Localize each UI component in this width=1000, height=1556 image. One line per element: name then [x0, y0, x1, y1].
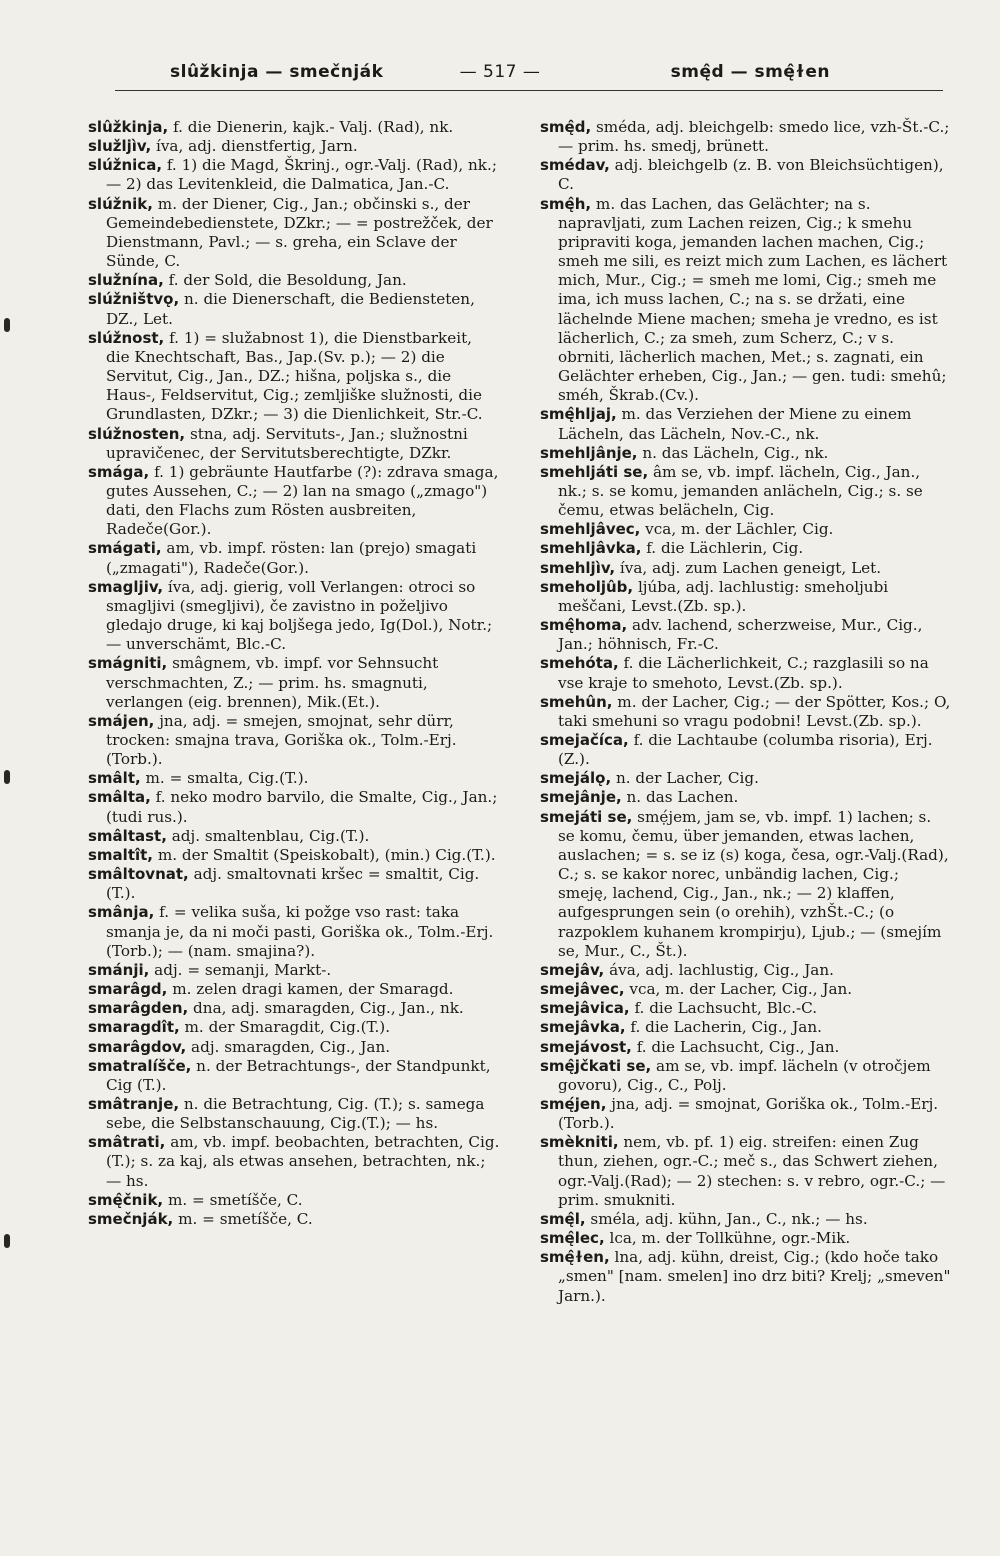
headword: smehljâvka, — [540, 539, 642, 558]
entry-definition: nem, vb. pf. 1) eig. streifen: einen Zug thun, ziehen, ogr.-C.; meč s., das Schwert ziehen, ogr.-Valj.(Rad); — 2) stechen: s. v rebro, ogr.-C.; — prim. smukniti. — [558, 1133, 946, 1209]
dictionary-entry — [88, 1038, 500, 1057]
dictionary-entry — [88, 539, 500, 577]
dictionary-entry — [540, 1095, 952, 1133]
dictionary-entry — [88, 1133, 500, 1190]
headword: smę̂ɫen, — [540, 1248, 610, 1267]
entry-definition: lna, adj. kühn, dreist, Cig.; (kdo hoče tako „smen" [nam. smelen] ino drz biti? Krelj; „smeven" Jarn.). — [558, 1248, 951, 1305]
headword: smaltît, — [88, 845, 154, 864]
dictionary-entry — [540, 156, 952, 194]
entry-definition: f. neko modro barvilo, die Smalte, Cig., Jan.; (tudi rus.). — [106, 788, 498, 826]
dictionary-entry — [540, 1133, 952, 1210]
dictionary-entry — [540, 616, 952, 654]
dictionary-entry — [540, 1229, 952, 1248]
entry-definition: am, vb. impf. beobachten, betrachten, Cig.(T.); s. za kaj, als etwas ansehen, betrachten, nk.; — hs. — [106, 1133, 500, 1190]
headword: smagljiv, — [88, 577, 164, 596]
headword: smâtrati, — [88, 1133, 166, 1152]
dictionary-entry — [540, 463, 952, 520]
entry-definition: sméla, adj. kühn, Jan., C., nk.; — hs. — [585, 1209, 868, 1228]
dictionary-entry — [540, 731, 952, 769]
entry-definition: ljúba, adj. lachlustig: smeholjubi meščani, Levst.(Zb. sp.). — [558, 577, 889, 615]
dictionary-entry — [88, 463, 500, 540]
dictionary-entry — [88, 156, 500, 194]
entry-definition: sméda, adj. bleichgelb: smedo lice, vzh-Št.-C.; — prim. hs. smedj, brünett. — [558, 118, 950, 156]
entry-definition: adj. = semanji, Markt-. — [149, 960, 332, 979]
headword: smágati, — [88, 539, 162, 558]
headword: smehljáti se, — [540, 462, 649, 481]
dictionary-entry — [540, 444, 952, 463]
entry-definition: f. die Lachsucht, Cig., Jan. — [631, 1037, 840, 1056]
headword: smejâvka, — [540, 1018, 626, 1037]
dictionary-entry — [88, 290, 500, 328]
entry-definition: f. die Dienerin, kajk.- Valj. (Rad), nk. — [168, 118, 454, 136]
headword: slúžništvǫ, — [88, 290, 180, 309]
dictionary-entry — [88, 329, 500, 425]
entry-definition: f. 1) die Magd, Škrinj., ogr.-Valj. (Rad), nk.; — 2) das Levitenkleid, die Dalmatica, Jan.-C. — [106, 156, 497, 194]
headword: slúžnica, — [88, 156, 163, 175]
headword: smę̂lec, — [540, 1229, 605, 1248]
entry-definition: dna, adj. smaragden, Cig., Jan., nk. — [188, 999, 464, 1018]
dictionary-entry — [88, 846, 500, 865]
margin-mark — [4, 318, 10, 332]
entry-definition: íva, adj. zum Lachen geneigt, Let. — [615, 558, 882, 577]
headword: smę̂čnik, — [88, 1190, 164, 1209]
entry-definition: n. das Lächeln, Cig., nk. — [637, 443, 829, 462]
dictionary-entry — [88, 1057, 500, 1095]
dictionary-entry — [540, 999, 952, 1018]
entry-definition: smẹ́jem, jam se, vb. impf. 1) lachen; s. se komu, čemu, über jemanden, etwas lachen, auslachen; = s. se iz (s) koga, česa, ogr.-Valj.(Rad), C.; s. se kakor norec, unbändig lachen, Cig.; smeję, lachend, Cig., Jan., nk.; — 2) klaffen, aufgesprungen sein (o orehih), vzhŠt.-C.; (o razpoklem kuhanem krompirju), Ljub.; — (smejím se, Mur., C., Št.). — [558, 807, 949, 960]
entry-definition: m. das Lachen, das Gelächter; na s. napravljati, zum Lachen reizen, Cig.; k smehu pripraviti koga, jemanden lachen machen, Cig.; smeh me sili, es reizt mich zum Lachen, es lächert mich, Mur., Cig.; = smeh me lomi, Cig.; smeh me ima, ich muss lachen, C.; na s. se držati, eine lächelnde Miene machen; smeha je vredno, es ist lächerlich, C.; za smeh, zum Scherz, C.; v s. obrniti, lächerlich machen, Met.; s. zagnati, ein Gelächter erheben, Cig., Jan.; — gen. tudi: smehû; sméh, Škrab.(Cv.). — [558, 194, 948, 405]
headword: smehljânje, — [540, 443, 638, 462]
right-column — [540, 118, 952, 1306]
entry-definition: n. die Betrachtung, Cig. (T.); s. samega sebe, die Selbstanschauung, Cig.(T.); — hs. — [106, 1094, 485, 1133]
dictionary-entry — [88, 999, 500, 1018]
dictionary-entry — [88, 1210, 500, 1229]
dictionary-entry — [540, 769, 952, 788]
dictionary-entry — [540, 539, 952, 558]
margin-mark — [4, 770, 10, 784]
dictionary-entry — [540, 654, 952, 692]
headword: smejâvica, — [540, 999, 630, 1018]
dictionary-entry — [540, 520, 952, 539]
headword: smédav, — [540, 156, 610, 175]
entry-definition: m. der Diener, Cig., Jan.; občinski s., der Gemeindebedienstete, DZkr.; — = postrežček, der Dienstmann, Pavl.; — s. greha, ein Sclave der Sünde, C. — [106, 194, 493, 271]
entry-definition: f. die Lächlerin, Cig. — [641, 539, 804, 558]
headword: smágniti, — [88, 654, 168, 673]
dictionary-entry — [540, 961, 952, 980]
dictionary-entry — [540, 1210, 952, 1229]
dictionary-entry — [540, 405, 952, 443]
headword: smehljìv, — [540, 558, 616, 577]
headword: smejâvec, — [540, 980, 625, 999]
headword: služljìv, — [88, 137, 152, 156]
headword: smarâgden, — [88, 999, 189, 1018]
headword: slúžnost, — [88, 328, 165, 347]
headword: smejânje, — [540, 788, 622, 807]
entry-definition: m. der Lacher, Cig.; — der Spötter, Kos.; O, taki smehuni so vragu podobni! Levst.(Zb. sp.). — [558, 692, 951, 730]
header-right-catchword: smę̂d — smę̂ɫen — [670, 62, 830, 82]
headword: smèkniti, — [540, 1133, 619, 1152]
dictionary-entry — [88, 1018, 500, 1037]
entry-definition: f. 1) = služabnost 1), die Dienstbarkeit, die Knechtschaft, Bas., Jap.(Sv. p.); — 2) die Servitut, Cig., Jan., DZ.; hišna, poljska s., die Haus-, Feldservitut, Cig.; zemljiške služnosti, die Grundlasten, DZkr.; — 3) die Dienlichkeit, Str.-C. — [106, 328, 483, 424]
dictionary-entry — [540, 1018, 952, 1037]
entry-definition: adv. lachend, scherzweise, Mur., Cig., Jan.; höhnisch, Fr.-C. — [558, 616, 923, 654]
entry-definition: m. = smalta, Cig.(T.). — [140, 769, 309, 788]
dictionary-entry — [540, 1248, 952, 1305]
headword: smę̂d, — [540, 118, 592, 136]
dictionary-entry — [540, 808, 952, 961]
headword: smę̂l, — [540, 1209, 586, 1228]
dictionary-entry — [540, 1038, 952, 1057]
headword: smejávost, — [540, 1037, 632, 1056]
headword: smága, — [88, 462, 150, 481]
entry-definition: adj. smaltenblau, Cig.(T.). — [166, 826, 370, 845]
headword: smehûn, — [540, 692, 613, 711]
headword: slûžkinja, — [88, 118, 169, 136]
entry-definition: f. = velika suša, ki požge vso rast: taka smanja je, da ni moči pasti, Goriška ok., Tolm.-Erj.(Torb.); — (nam. smajina?). — [106, 903, 494, 960]
entry-definition: m. das Verziehen der Miene zu einem Lächeln, das Lächeln, Nov.-C., nk. — [558, 405, 912, 443]
dictionary-entry — [540, 980, 952, 999]
dictionary-entry — [88, 865, 500, 903]
entry-definition: am se, vb. impf. lächeln (v otročjem govoru), Cig., C., Polj. — [558, 1056, 931, 1094]
headword: smeholjûb, — [540, 577, 634, 596]
entry-definition: n. der Betrachtungs-, der Standpunkt, Cig (T.). — [106, 1056, 491, 1094]
header-left-catchword: slûžkinja — smečnják — [170, 62, 384, 82]
entry-definition: f. die Lachtaube (columba risoria), Erj.(Z.). — [558, 731, 933, 769]
dictionary-entry — [540, 693, 952, 731]
dictionary-entry — [88, 788, 500, 826]
dictionary-entry — [540, 559, 952, 578]
entry-definition: íva, adj. dienstfertig, Jarn. — [151, 137, 358, 156]
entry-definition: smâgnem, vb. impf. vor Sehnsucht verschmachten, Z.; — prim. hs. smagnuti, verlangen (eig. brennen), Mik.(Et.). — [106, 654, 439, 711]
entry-definition: m. = smetíšče, C. — [163, 1190, 303, 1209]
dictionary-entry — [88, 1191, 500, 1210]
headword: smâtranje, — [88, 1094, 180, 1113]
entry-definition: adj. bleichgelb (z. B. von Bleichsüchtigen), C. — [558, 156, 944, 194]
dictionary-entry — [540, 195, 952, 406]
dictionary-entry — [540, 788, 952, 807]
headword: smânja, — [88, 903, 155, 922]
entry-definition: m. zelen dragi kamen, der Smaragd. — [167, 980, 454, 999]
entry-definition: lca, m. der Tollkühne, ogr.-Mik. — [604, 1229, 851, 1248]
headword: smejáti se, — [540, 807, 633, 826]
headword: slúžnik, — [88, 194, 153, 213]
entry-definition: m. der Smaltit (Speiskobalt), (min.) Cig.(T.). — [153, 845, 496, 864]
dictionary-entry — [88, 118, 500, 137]
headword: smánji, — [88, 960, 150, 979]
headword: slúžnosten, — [88, 424, 186, 443]
entry-definition: f. der Sold, die Besoldung, Jan. — [163, 271, 407, 290]
headword: smatralíšče, — [88, 1056, 192, 1075]
dictionary-entry — [88, 654, 500, 711]
entry-definition: m. = smetíšče, C. — [173, 1209, 313, 1228]
headword: smarâgdov, — [88, 1037, 187, 1056]
headword: smehóta, — [540, 654, 619, 673]
dictionary-entry — [88, 137, 500, 156]
entry-definition: am, vb. impf. rösten: lan (prejo) smagati („zmagati"), Radeče(Gor.). — [106, 539, 477, 577]
entry-definition: íva, adj. gierig, voll Verlangen: otroci so smagljivi (smegljivi), če zavistno in poželjivo gledajo druge, ki kaj boljšega jedo, Ig(Dol.), Notr.; — unverschämt, Blc.-C. — [106, 577, 493, 654]
headword: smarâgd, — [88, 980, 168, 999]
entry-definition: vca, m. der Lacher, Cig., Jan. — [624, 980, 853, 999]
entry-definition: f. die Lacherin, Cig., Jan. — [625, 1018, 822, 1037]
headword: smę̂jčkati se, — [540, 1056, 652, 1075]
headword: smâlta, — [88, 788, 151, 807]
dictionary-entry — [88, 1095, 500, 1133]
headword: smečnják, — [88, 1209, 174, 1228]
dictionary-entry — [88, 980, 500, 999]
entry-definition: f. die Lachsucht, Blc.-C. — [629, 999, 818, 1018]
headword: služnína, — [88, 271, 164, 290]
left-column — [88, 118, 500, 1229]
dictionary-entry — [88, 578, 500, 655]
dictionary-entry — [88, 769, 500, 788]
headword: smę́jen, — [540, 1094, 607, 1113]
headword: smejálǫ, — [540, 769, 612, 788]
dictionary-entry — [88, 961, 500, 980]
entry-definition: âm se, vb. impf. lächeln, Cig., Jan., nk.; s. se komu, jemanden anlächeln, Cig.; s. se čemu, etwas belächeln, Cig. — [558, 462, 923, 520]
entry-definition: m. der Smaragdit, Cig.(T.). — [179, 1018, 391, 1037]
dictionary-entry — [88, 827, 500, 846]
dictionary-entry — [88, 195, 500, 272]
dictionary-entry — [540, 578, 952, 616]
entry-definition: stna, adj. Servituts-, Jan.; služnostni upravičenec, der Servitutsberechtigte, DZkr. — [106, 424, 468, 462]
headword: smejâv, — [540, 960, 605, 979]
entry-definition: áva, adj. lachlustig, Cig., Jan. — [604, 960, 834, 979]
dictionary-entry — [88, 903, 500, 960]
headword: smâltovnat, — [88, 865, 189, 884]
entry-definition: adj. smaltovnati kršec = smaltit, Cig.(T.). — [106, 865, 480, 903]
dictionary-entry — [88, 712, 500, 769]
headword: smaragdît, — [88, 1018, 180, 1037]
header-rule — [115, 90, 943, 91]
entry-definition: n. der Lacher, Cig. — [611, 769, 759, 788]
entry-definition: n. die Dienerschaft, die Bediensteten, DZ., Let. — [106, 290, 475, 328]
dictionary-entry — [88, 271, 500, 290]
headword: smehljâvec, — [540, 520, 641, 539]
headword: smejačíca, — [540, 731, 629, 749]
headword: smájen, — [88, 711, 155, 730]
entry-definition: n. das Lachen. — [621, 788, 739, 807]
entry-definition: adj. smaragden, Cig., Jan. — [186, 1037, 391, 1056]
entry-definition: jna, adj. = smojnat, Goriška ok., Tolm.-Erj.(Torb.). — [558, 1094, 939, 1133]
entry-definition: f. 1) gebräunte Hautfarbe (?): zdrava smaga, gutes Aussehen, C.; — 2) lan na smago („zmago") dati, den Flachs zum Rösten ausbreiten, Radeče(Gor.). — [106, 462, 499, 539]
headword: smę̂hljaj, — [540, 405, 617, 424]
entry-definition: jna, adj. = smejen, smojnat, sehr dürr, trocken: smajna trava, Goriška ok., Tolm.-Erj.(Torb.). — [106, 711, 457, 769]
margin-mark — [4, 1234, 10, 1248]
headword: smâlt, — [88, 769, 141, 788]
dictionary-entry — [88, 425, 500, 463]
headword: smę̂h, — [540, 194, 592, 213]
headword: smę̂homa, — [540, 616, 628, 635]
entry-definition: vca, m. der Lächler, Cig. — [640, 520, 834, 539]
dictionary-entry — [540, 118, 952, 156]
page-number: — 517 — — [459, 62, 541, 82]
headword: smâltast, — [88, 826, 167, 845]
entry-definition: f. die Lächerlichkeit, C.; razglasili so na vse kraje to smehoto, Levst.(Zb. sp.). — [558, 654, 929, 692]
running-head — [170, 58, 830, 88]
dictionary-entry — [540, 1057, 952, 1095]
